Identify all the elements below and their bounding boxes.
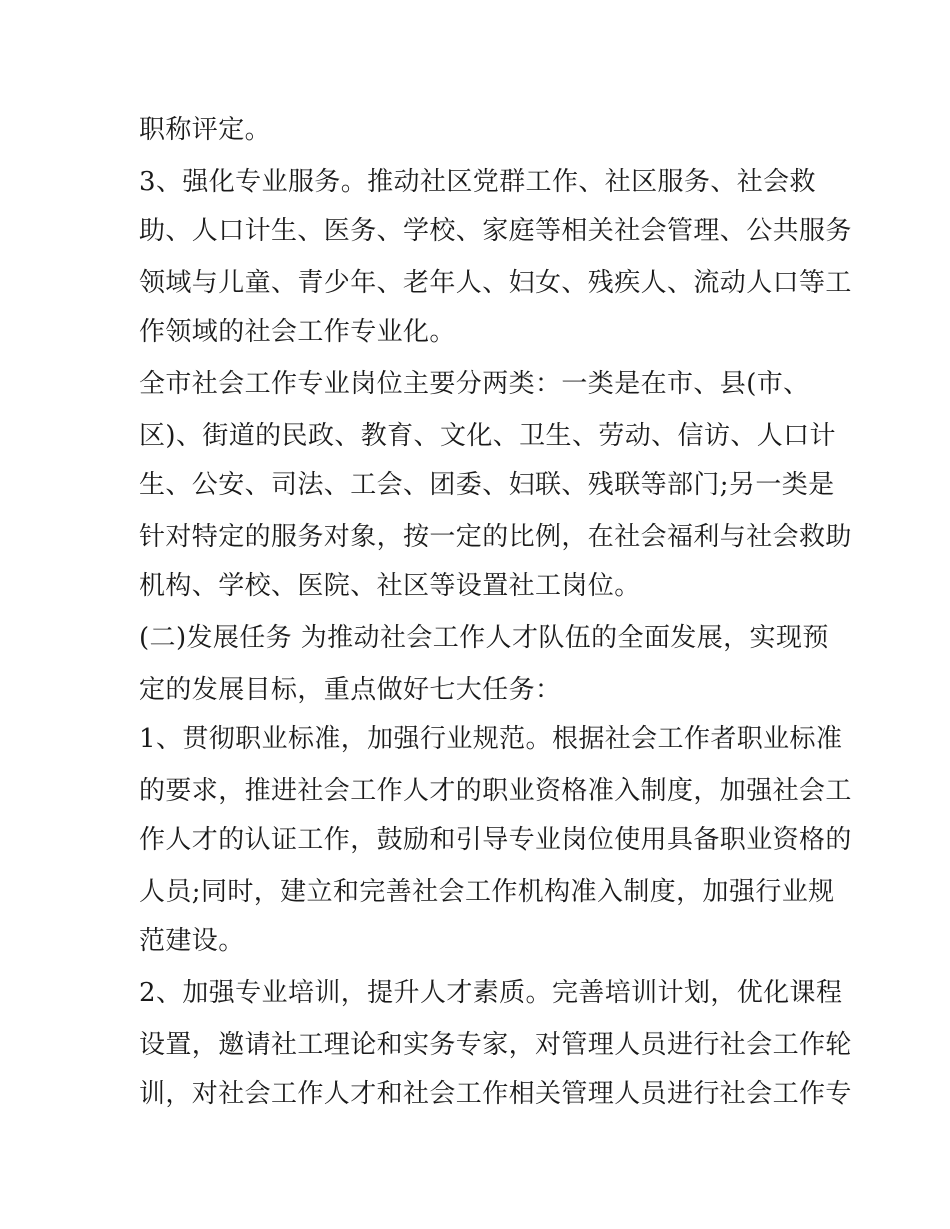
text-line: 训，对社会工作人才和社会工作相关管理人员进行社会工作专 bbox=[139, 1079, 852, 1109]
text-line: 职称评定。 bbox=[139, 115, 272, 145]
text-line: 全市社会工作专业岗位主要分两类：一类是在市、县(市、 bbox=[139, 369, 810, 399]
text-line: 3、强化专业服务。推动社区党群工作、社区服务、社会救 bbox=[139, 167, 816, 197]
text-line: 区)、街道的民政、教育、文化、卫生、劳动、信访、人口计 bbox=[139, 421, 836, 451]
text-line: 针对特定的服务对象，按一定的比例，在社会福利与社会救助 bbox=[139, 522, 852, 552]
text-line: 定的发展目标，重点做好七大任务： bbox=[139, 675, 562, 705]
text-line: 作领域的社会工作专业化。 bbox=[139, 317, 456, 347]
text-line: 2、加强专业培训，提升人才素质。完善培训计划，优化课程 bbox=[139, 978, 843, 1008]
text-line: 作人才的认证工作，鼓励和引导专业岗位使用具备职业资格的 bbox=[139, 825, 852, 855]
text-line: 设置，邀请社工理论和实务专家，对管理人员进行社会工作轮 bbox=[139, 1030, 852, 1060]
text-line: 人员;同时，建立和完善社会工作机构准入制度，加强行业规 bbox=[139, 877, 835, 907]
text-line: 助、人口计生、医务、学校、家庭等相关社会管理、公共服务 bbox=[139, 216, 852, 246]
text-line: 生、公安、司法、工会、团委、妇联、残联等部门;另一类是 bbox=[139, 470, 835, 500]
text-line: (二)发展任务 为推动社会工作人才队伍的全面发展，实现预 bbox=[139, 623, 829, 653]
text-line: 范建设。 bbox=[139, 926, 245, 956]
text-line: 的要求，推进社会工作人才的职业资格准入制度，加强社会工 bbox=[139, 776, 852, 806]
text-line: 领域与儿童、青少年、老年人、妇女、残疾人、流动人口等工 bbox=[139, 268, 852, 298]
text-line: 机构、学校、医院、社区等设置社工岗位。 bbox=[139, 571, 641, 601]
text-line: 1、贯彻职业标准，加强行业规范。根据社会工作者职业标准 bbox=[139, 724, 843, 754]
